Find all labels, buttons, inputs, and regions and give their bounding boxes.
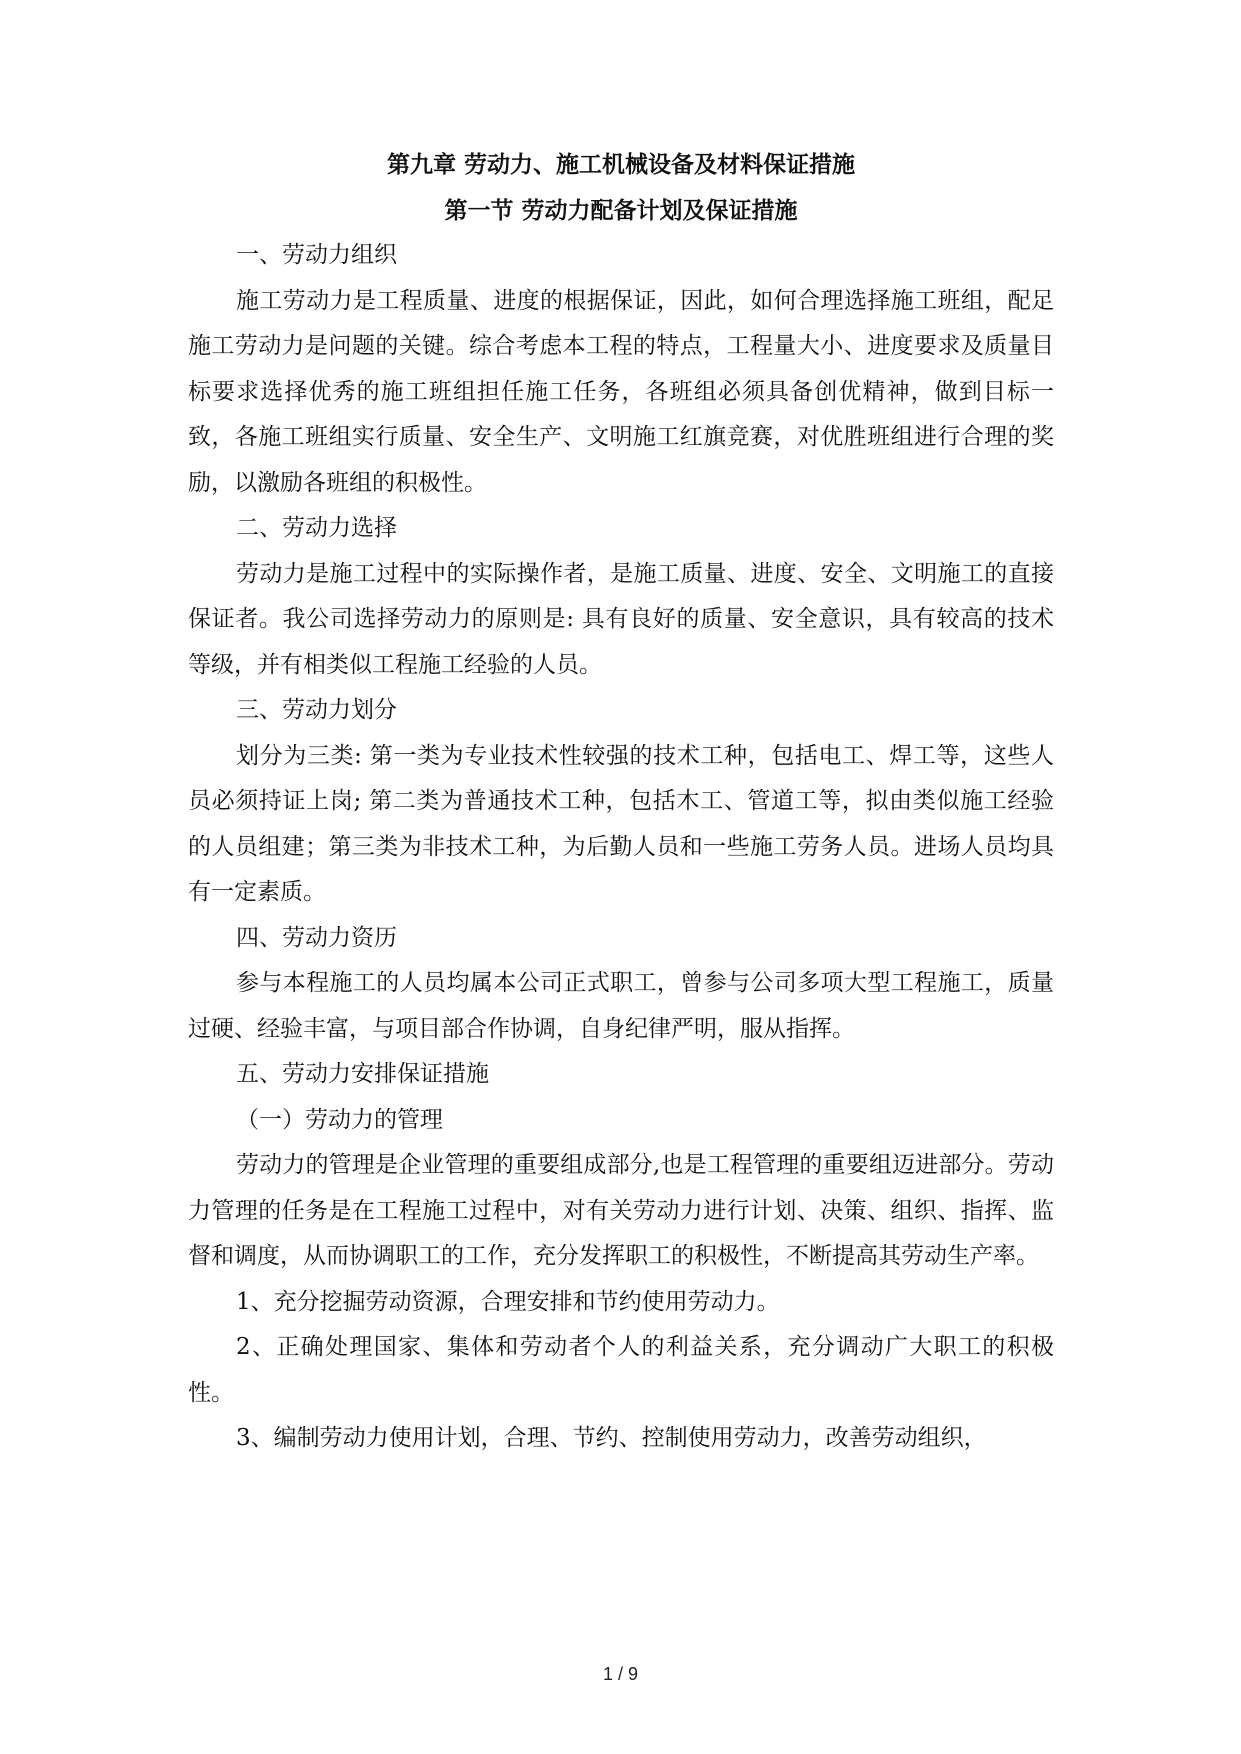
section-heading: 四、劳动力资历 xyxy=(236,924,397,951)
paragraph: 划分为三类: 第一类为专业技术性较强的技术工种，包括电工、焊工等，这些人员必须持证上岗; 第二类为普通技术工种，包括木工、管道工等，拟由类似施工经验的人员组建；第三类为非技术工种，为后勤人员和一些施工劳务人员。进场人员均具有一定素质。 xyxy=(188,742,1054,905)
paragraph: 3、编制劳动力使用计划，合理、节约、控制使用劳动力，改善劳动组织， xyxy=(236,1425,987,1451)
section-heading: 二、劳动力选择 xyxy=(236,515,397,541)
body-text xyxy=(188,233,1054,1462)
subsection-heading: （一）劳动力的管理 xyxy=(236,1106,443,1133)
chapter-title: 第九章 劳动力、施工机械设备及材料保证措施 xyxy=(386,151,855,178)
section-title: 第一节 劳动力配备计划及保证措施 xyxy=(444,197,798,224)
paragraph: 1、充分挖掘劳动资源，合理安排和节约使用劳动力。 xyxy=(236,1288,780,1315)
paragraph: 劳动力是施工过程中的实际操作者，是施工质量、进度、安全、文明施工的直接保证者。我公司选择劳动力的原则是: 具有良好的质量、安全意识，具有较高的技术等级，并有相类似工程施工经验的人员。 xyxy=(188,560,1054,678)
section-heading: 三、劳动力划分 xyxy=(236,697,397,723)
paragraph: 参与本程施工的人员均属本公司正式职工，曾参与公司多项大型工程施工，质量过硬、经验丰富，与项目部合作协调，自身纪律严明，服从指挥。 xyxy=(188,970,1054,1042)
section-heading: 五、劳动力安排保证措施 xyxy=(236,1061,489,1087)
paragraph: 2、正确处理国家、集体和劳动者个人的利益关系，充分调动广大职工的积极性。 xyxy=(188,1334,1054,1406)
section-heading: 一、劳动力组织 xyxy=(236,242,397,268)
page-number: 1 / 9 xyxy=(602,1664,639,1684)
page-content xyxy=(188,143,1054,1462)
paragraph: 施工劳动力是工程质量、进度的根据保证，因此，如何合理选择施工班组，配足施工劳动力是问题的关键。综合考虑本工程的特点，工程量大小、进度要求及质量目标要求选择优秀的施工班组担任施工任务，各班组必须具备创优精神，做到目标一致，各施工班组实行质量、安全生产、文明施工红旗竞赛，对优胜班组进行合理的奖励，以激励各班组的积极性。 xyxy=(188,287,1054,496)
paragraph: 劳动力的管理是企业管理的重要组成部分,也是工程管理的重要组迈进部分。劳动力管理的任务是在工程施工过程中，对有关劳动力进行计划、决策、组织、指挥、监督和调度，从而协调职工的工作，充分发挥职工的积极性，不断提高其劳动生产率。 xyxy=(188,1152,1054,1269)
